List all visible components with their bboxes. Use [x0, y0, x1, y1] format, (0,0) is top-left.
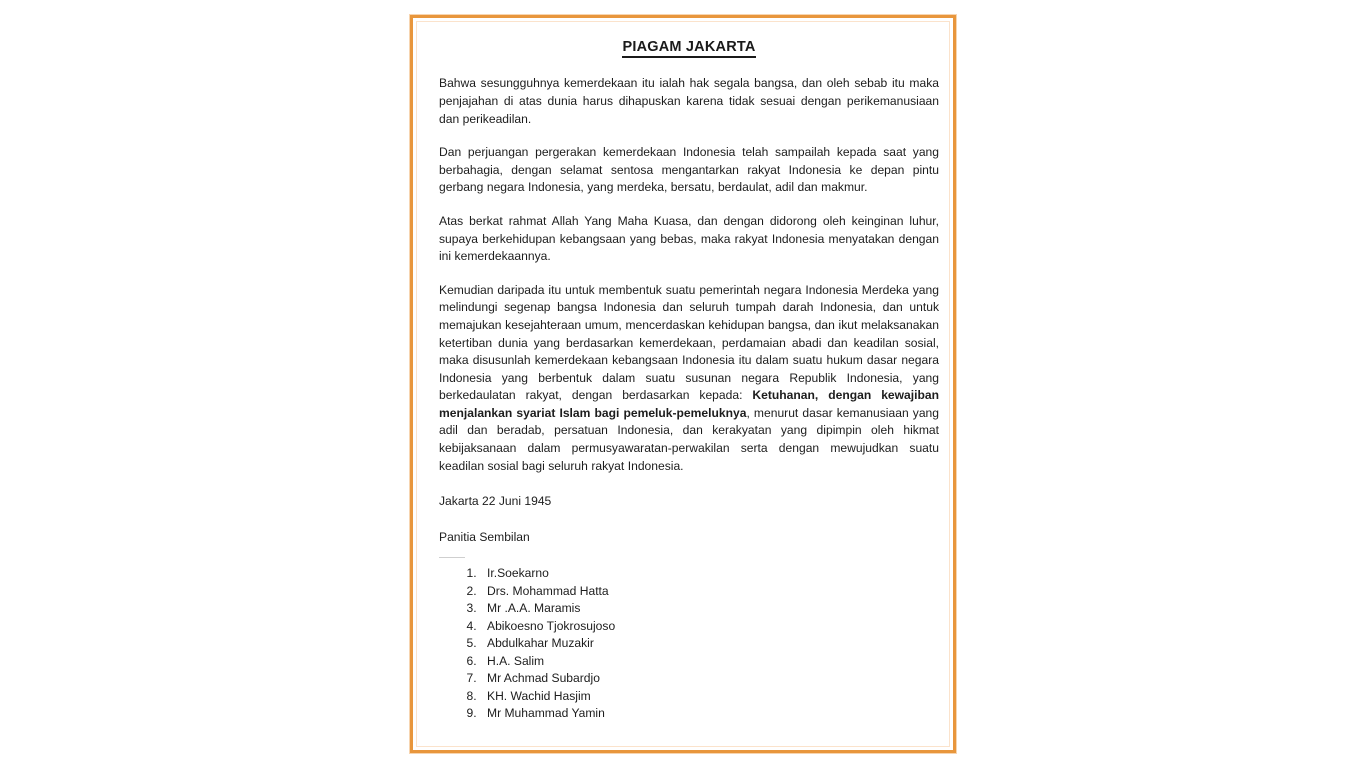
emphasised-clause: Ketuhanan, dengan kewajiban menjalankan syariat Islam bagi pemeluk-pemeluknya: [439, 388, 939, 420]
page-title: [439, 39, 939, 56]
paragraph-preamble-2: [439, 144, 939, 197]
paragraph-text: , menurut dasar kemanusiaan yang adil dan beradab, persatuan Indonesia, dan kerakyatan yang dipimpin oleh hikmat kebijaksanaan dalam permusyawaratan-perwakilan serta dengan mewujudkan suatu keadilan sosial bagi seluruh rakyat Indonesia.: [439, 405, 939, 473]
place-and-date: Jakarta 22 Juni 1945: [439, 494, 552, 509]
committee-label: Panitia Sembilan: [439, 529, 530, 544]
signatory-name: Abdulkahar Muzakir: [487, 636, 594, 651]
signatory-list-container: [439, 557, 939, 723]
paragraph-preamble-4: [439, 282, 939, 476]
signatory-name: H.A. Salim: [487, 653, 545, 668]
paragraph-text: Dan perjuangan pergerakan kemerdekaan Indonesia telah sampailah kepada saat yang berbahagia, dengan selamat sentosa mengantarkan rakyat Indonesia ke depan pintu gerbang negara Indonesia, yang merdeka, bersatu, berdaulat, adil dan makmur.: [439, 145, 939, 195]
paragraph-text: Kemudian daripada itu untuk membentuk suatu pemerintah negara Indonesia Merdeka yang melindungi segenap bangsa Indonesia dan seluruh tumpah darah Indonesia, dan untuk memajukan kesejahteraan umum, mencerdaskan kehidupan bangsa, dan ikut melaksanakan ketertiban dunia yang berdasarkan kemerdekaan, perdamaian abadi dan keadilan sosial, maka disusunlah kemerdekaan kebangsaan Indonesia itu dalam suatu hukum dasar negara Indonesia yang berbentuk dalam suatu susunan negara Republik Indonesia, yang berkedaulatan rakyat, dengan berdasarkan kepada:: [439, 282, 939, 403]
signatory-list: [439, 565, 939, 723]
signatory-name: KH. Wachid Hasjim: [487, 688, 591, 703]
list-item: [480, 618, 939, 636]
list-item: [480, 653, 939, 671]
document-content-box: [426, 22, 950, 747]
list-item: [480, 705, 939, 723]
paragraph-preamble-3: [439, 213, 939, 266]
list-item: [480, 635, 939, 653]
list-item: [480, 600, 939, 618]
list-item: [480, 670, 939, 688]
paragraph-text: Bahwa sesungguhnya kemerdekaan itu ialah hak segala bangsa, dan oleh sebab itu maka penjajahan di atas dunia harus dihapuskan karena tidak sesuai dengan perikemanusiaan dan perikeadilan.: [439, 76, 939, 126]
paragraph-text: Atas berkat rahmat Allah Yang Maha Kuasa, dan dengan didorong oleh keinginan luhur, supaya berkehidupan kebangsaan yang bebas, maka rakyat Indonesia menyatakan dengan ini kemerdekaannya.: [439, 213, 939, 264]
page-title-text: PIAGAM JAKARTA: [622, 39, 755, 58]
signatory-name: Abikoesno Tjokrosujoso: [487, 618, 616, 633]
list-item: [480, 565, 939, 583]
list-item: [480, 583, 939, 601]
document-frame: [410, 15, 956, 753]
signatory-name: Mr Muhammad Yamin: [487, 706, 605, 721]
signatory-name: Drs. Mohammad Hatta: [487, 583, 609, 598]
list-item: [480, 688, 939, 706]
paragraph-preamble-1: [439, 75, 939, 128]
document-page: [416, 21, 950, 747]
signatory-name: Ir.Soekarno: [487, 566, 549, 581]
signatory-name: Mr .A.A. Maramis: [487, 601, 581, 616]
signatory-name: Mr Achmad Subardjo: [487, 671, 600, 686]
